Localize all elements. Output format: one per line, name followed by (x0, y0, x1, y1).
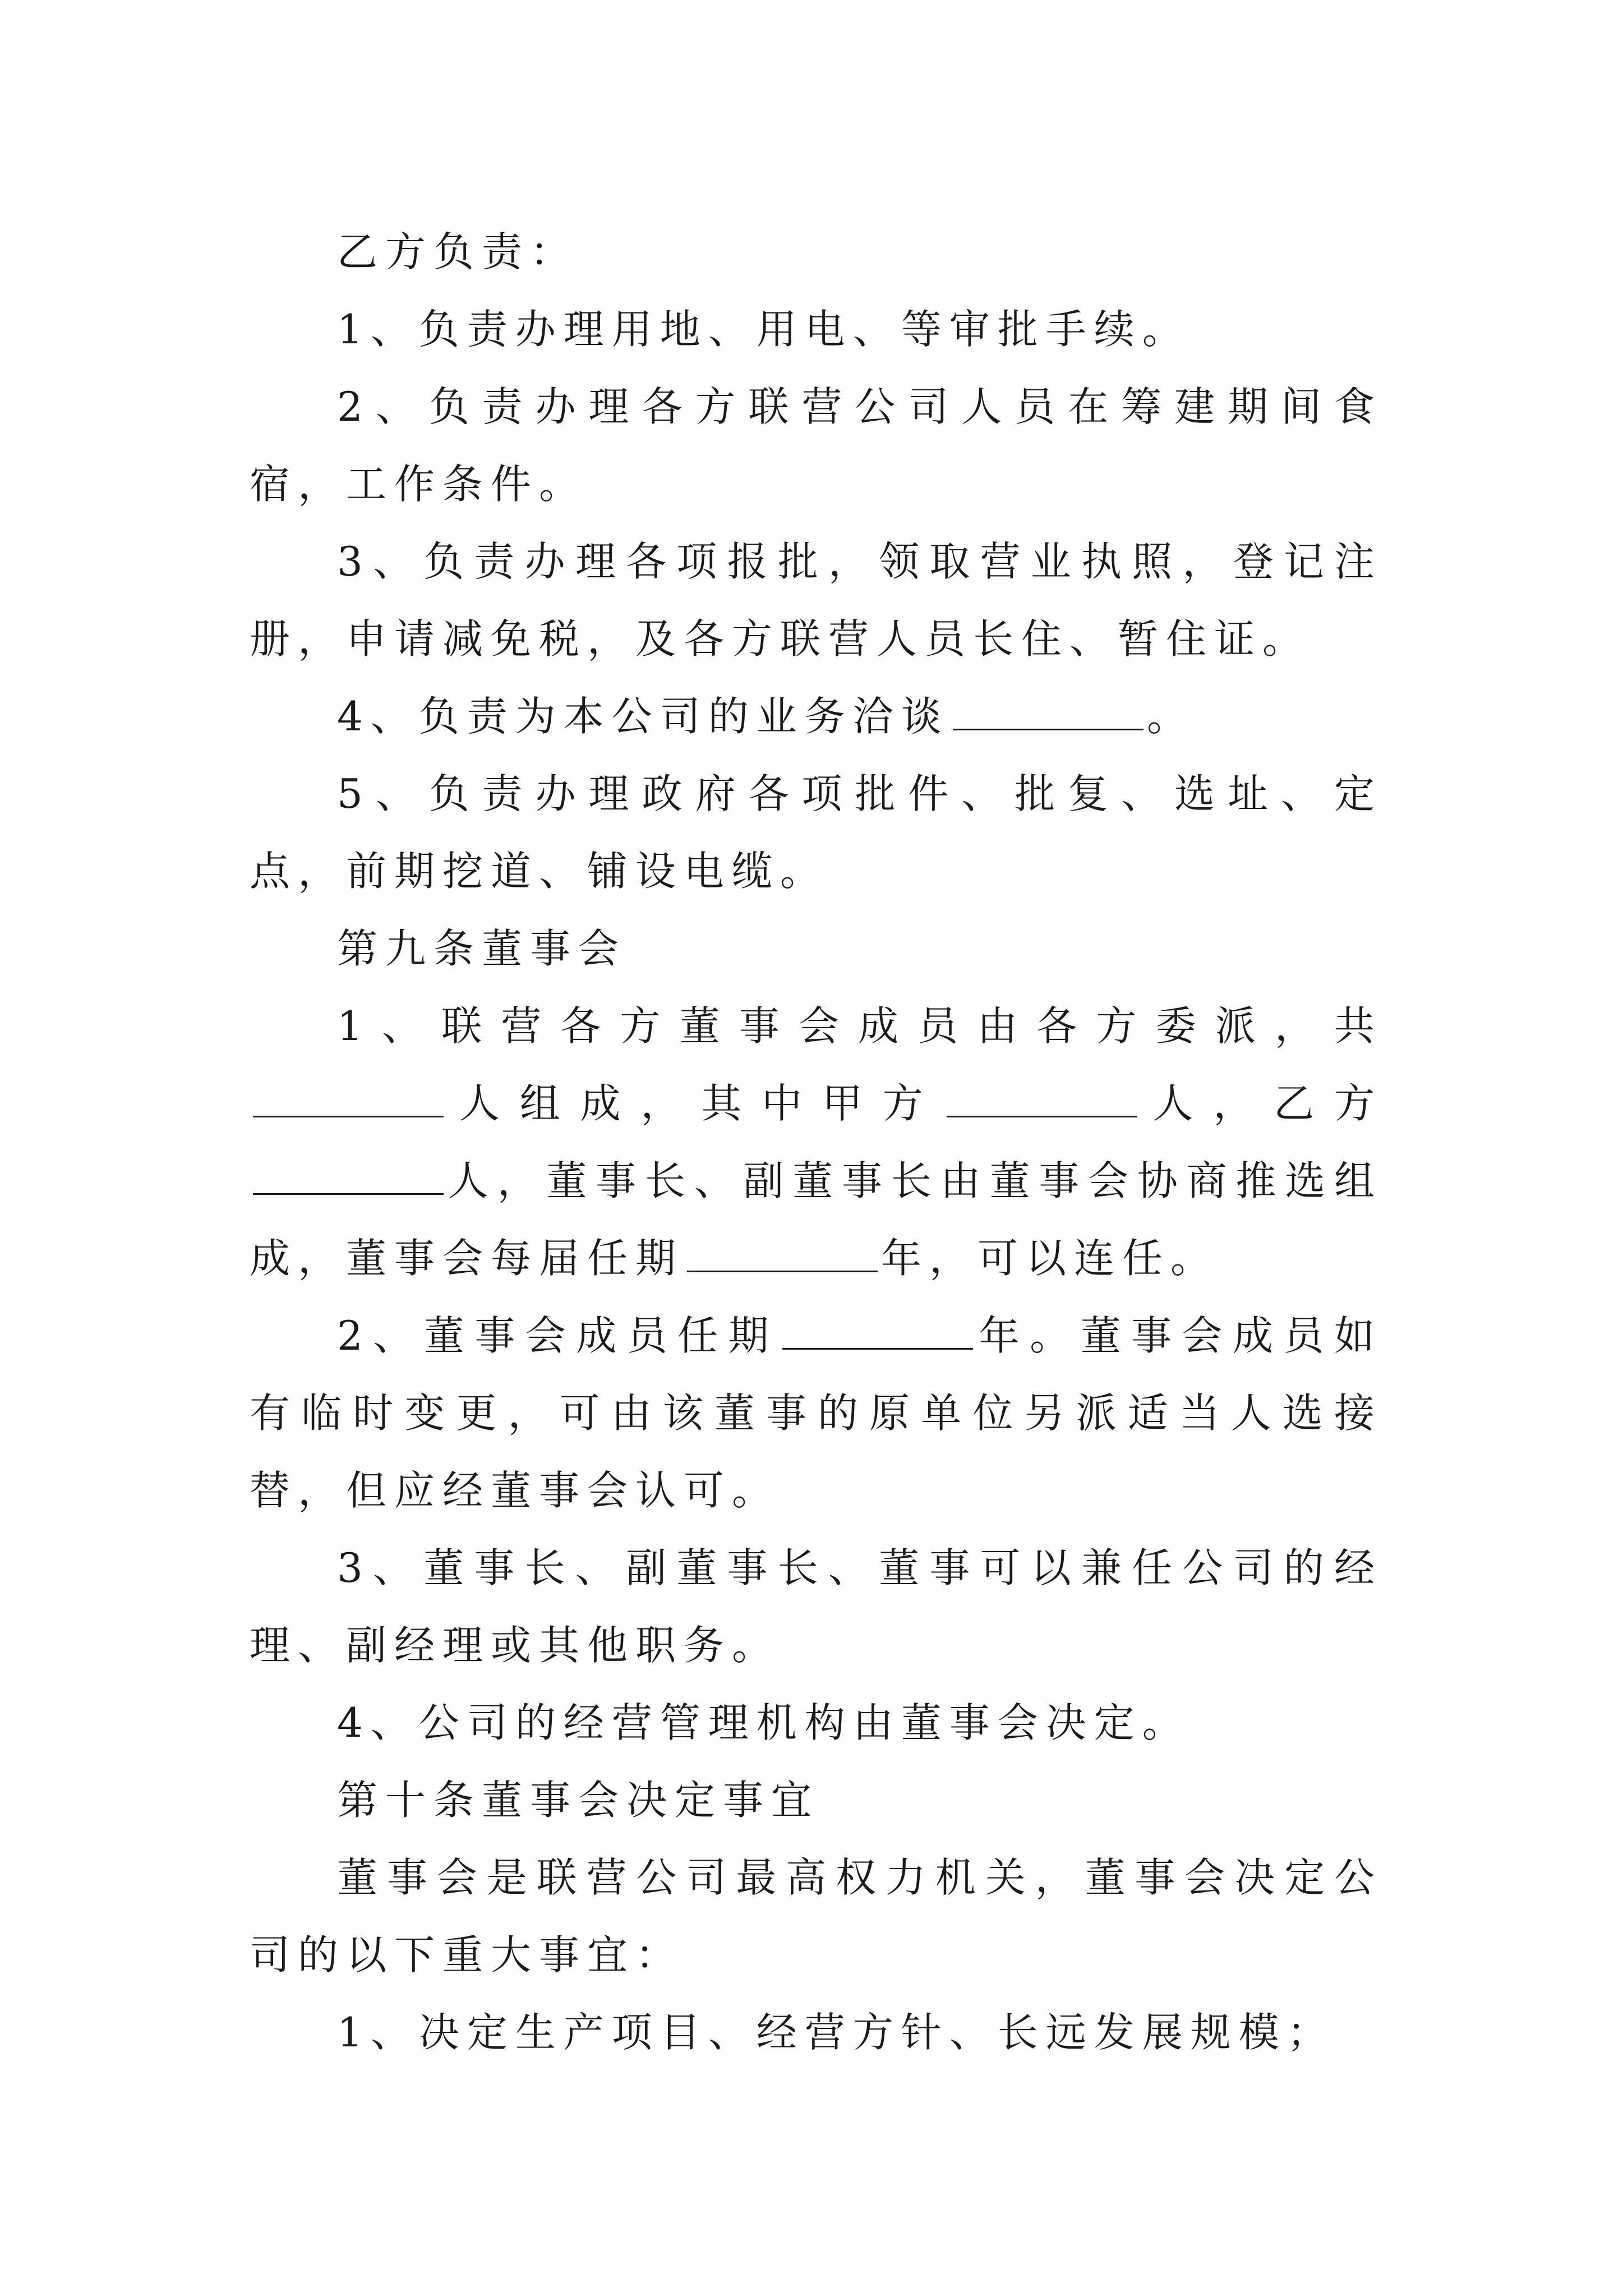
fill-in-blank (947, 1084, 1137, 1117)
paragraph-board-authority: 董事会是联营公司最高权力机关，董事会决定公司的以下重大事宜： (250, 1854, 1382, 1978)
paragraph-item-1: 1、负责办理用地、用电、等审批手续。 (337, 306, 1191, 353)
fill-in-blank (253, 1084, 444, 1117)
fill-in-blank (782, 1317, 973, 1350)
paragraph-board-item-2: 2、董事会成员任期 年。董事会成员如有临时变更，可由该董事的原单位另派适当人选接替，但应经董事会认可。 (250, 1312, 1382, 1514)
fill-in-blank (953, 697, 1144, 730)
paragraph-item-2: 2、负责办理各方联营公司人员在筹建期间食宿，工作条件。 (250, 383, 1382, 508)
paragraph-board-item-3: 3、董事长、副董事长、董事可以兼任公司的经理、副经理或其他职务。 (250, 1544, 1382, 1669)
fill-in-blank (253, 1162, 444, 1195)
paragraph-party-b-heading: 乙方负责： (337, 228, 579, 275)
paragraph-board-item-1: 1、联营各方董事会成员由各方委派，共人组成，其中甲方 人，乙方人，董事长、副董事长由董事会协商推选组成，董事会每届任期 年，可以连任。 (250, 1002, 1382, 1282)
document-body (250, 213, 1382, 2071)
paragraph-item-3: 3、负责办理各项报批，领取营业执照，登记注册，申请减免税，及各方联营人员长住、暂住证。 (250, 538, 1382, 662)
fill-in-blank (687, 1239, 878, 1272)
article-10-heading: 第十条董事会决定事宜 (337, 1777, 820, 1824)
paragraph-item-5: 5、负责办理政府各项批件、批复、选址、定点，前期挖道、铺设电缆。 (250, 770, 1382, 895)
paragraph-board-item-4: 4、公司的经营管理机构由董事会决定。 (337, 1699, 1191, 1746)
paragraph-matters-item-1: 1、决定生产项目、经营方针、长远发展规模； (337, 2009, 1335, 2056)
paragraph-item-4: 4、负责为本公司的业务洽谈 。 (337, 693, 1195, 740)
article-9-heading: 第九条董事会 (337, 925, 627, 972)
